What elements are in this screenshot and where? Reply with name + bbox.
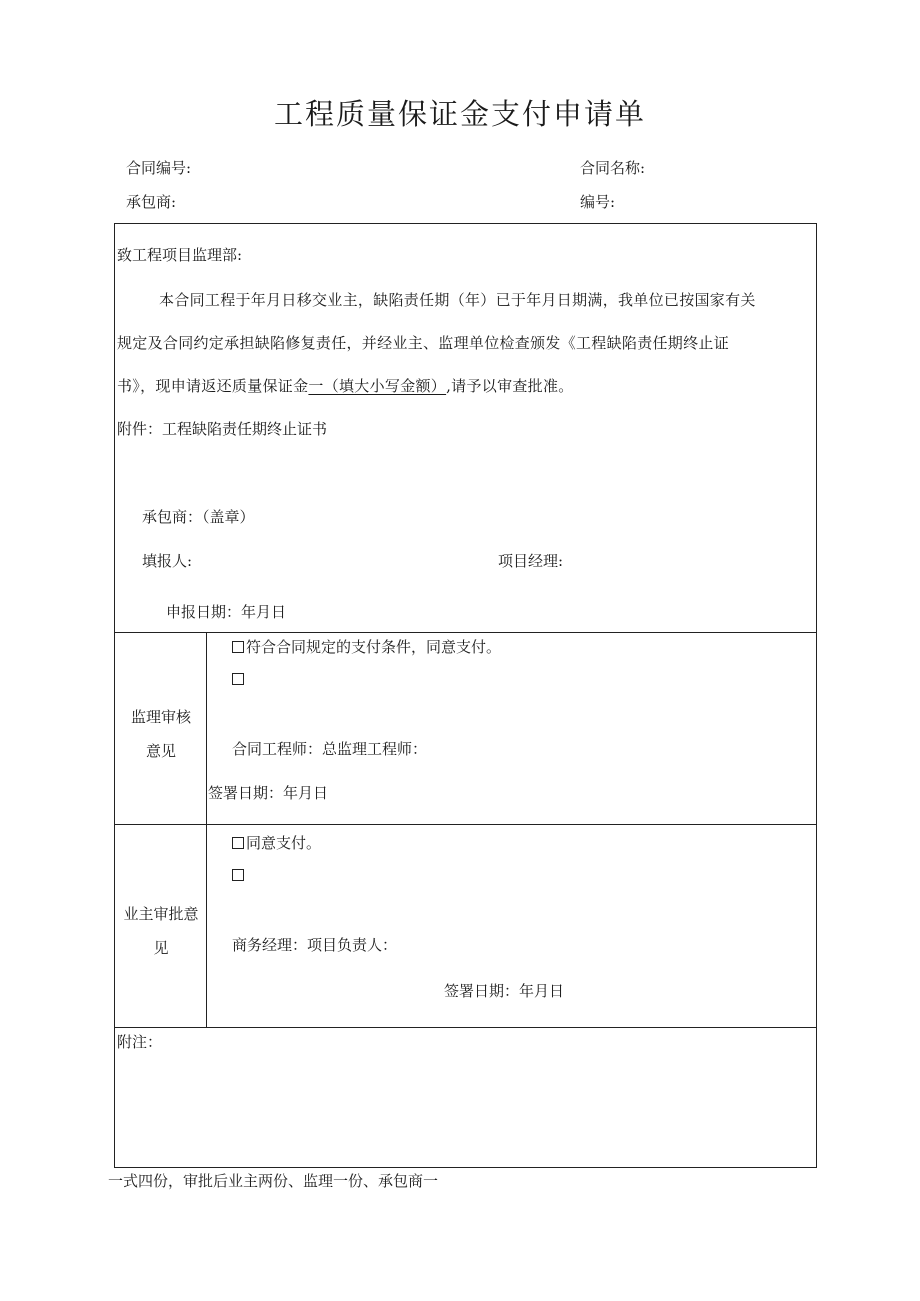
checkbox-icon[interactable]	[232, 869, 244, 881]
supervisor-option-other	[232, 670, 246, 688]
project-manager-label: 项目经理:	[498, 552, 564, 570]
serial-number-label: 编号:	[580, 193, 616, 211]
owner-option-other	[232, 866, 246, 884]
application-body-line-3-post: ,请予以审查批准。	[446, 377, 574, 395]
contractor-label: 承包商:	[126, 193, 177, 211]
contract-number-label: 合同编号:	[126, 159, 192, 177]
supervisor-option-approve-text: 符合合同规定的支付条件，同意支付。	[246, 638, 502, 656]
supervisor-sign-date: 签署日期：年月日	[208, 784, 329, 802]
owner-approval-label	[115, 897, 207, 965]
checkbox-icon[interactable]	[232, 641, 244, 653]
row-divider-notes	[115, 1027, 816, 1028]
application-form-table	[114, 223, 817, 1168]
application-body-line-1: 本合同工程于年月日移交业主，缺陷责任期（年）已于年月日期满，我单位已按国家有关	[159, 291, 756, 309]
owner-option-approve	[232, 832, 321, 853]
attachment-line: 附件：工程缺陷责任期终止证书	[117, 420, 328, 438]
owner-option-approve-text: 同意支付。	[246, 834, 322, 852]
checkbox-icon[interactable]	[232, 837, 244, 849]
filler-label: 填报人:	[142, 552, 193, 570]
contractor-seal: 承包商：（盖章）	[142, 508, 255, 526]
row-divider-owner	[115, 824, 816, 825]
owner-label-line-2: 见	[153, 939, 169, 957]
supervisor-label-line-2: 意见	[145, 742, 176, 760]
owner-signers: 商务经理：项目负责人：	[232, 936, 398, 954]
application-body-line-3	[117, 375, 574, 396]
owner-sign-date: 签署日期：年月日	[444, 982, 565, 1000]
contract-name-label: 合同名称:	[580, 159, 646, 177]
supervisor-review-label	[115, 700, 207, 768]
document-title: 工程质量保证金支付申请单	[273, 97, 646, 131]
row-divider-supervisor	[115, 632, 816, 633]
column-divider	[206, 632, 207, 1027]
apply-date: 申报日期：年月日	[166, 603, 287, 621]
addressee: 致工程项目监理部:	[117, 246, 243, 264]
amount-blank: 一（填大小写金额）	[308, 377, 447, 395]
supervisor-option-approve	[232, 636, 501, 657]
application-body-line-2: 规定及合同约定承担缺陷修复责任，并经业主、监理单位检查颁发《工程缺陷责任期终止证	[117, 334, 730, 352]
application-body-line-3-pre: 书》，现申请返还质量保证金	[117, 377, 309, 395]
supervisor-label-line-1: 监理审核	[130, 708, 191, 726]
notes-label: 附注：	[117, 1033, 163, 1051]
supervisor-signers: 合同工程师：总监理工程师：	[232, 740, 428, 758]
owner-label-line-1: 业主审批意	[123, 905, 199, 923]
checkbox-icon[interactable]	[232, 673, 244, 685]
footer-note: 一式四份，审批后业主两份、监理一份、承包商一	[108, 1172, 439, 1190]
